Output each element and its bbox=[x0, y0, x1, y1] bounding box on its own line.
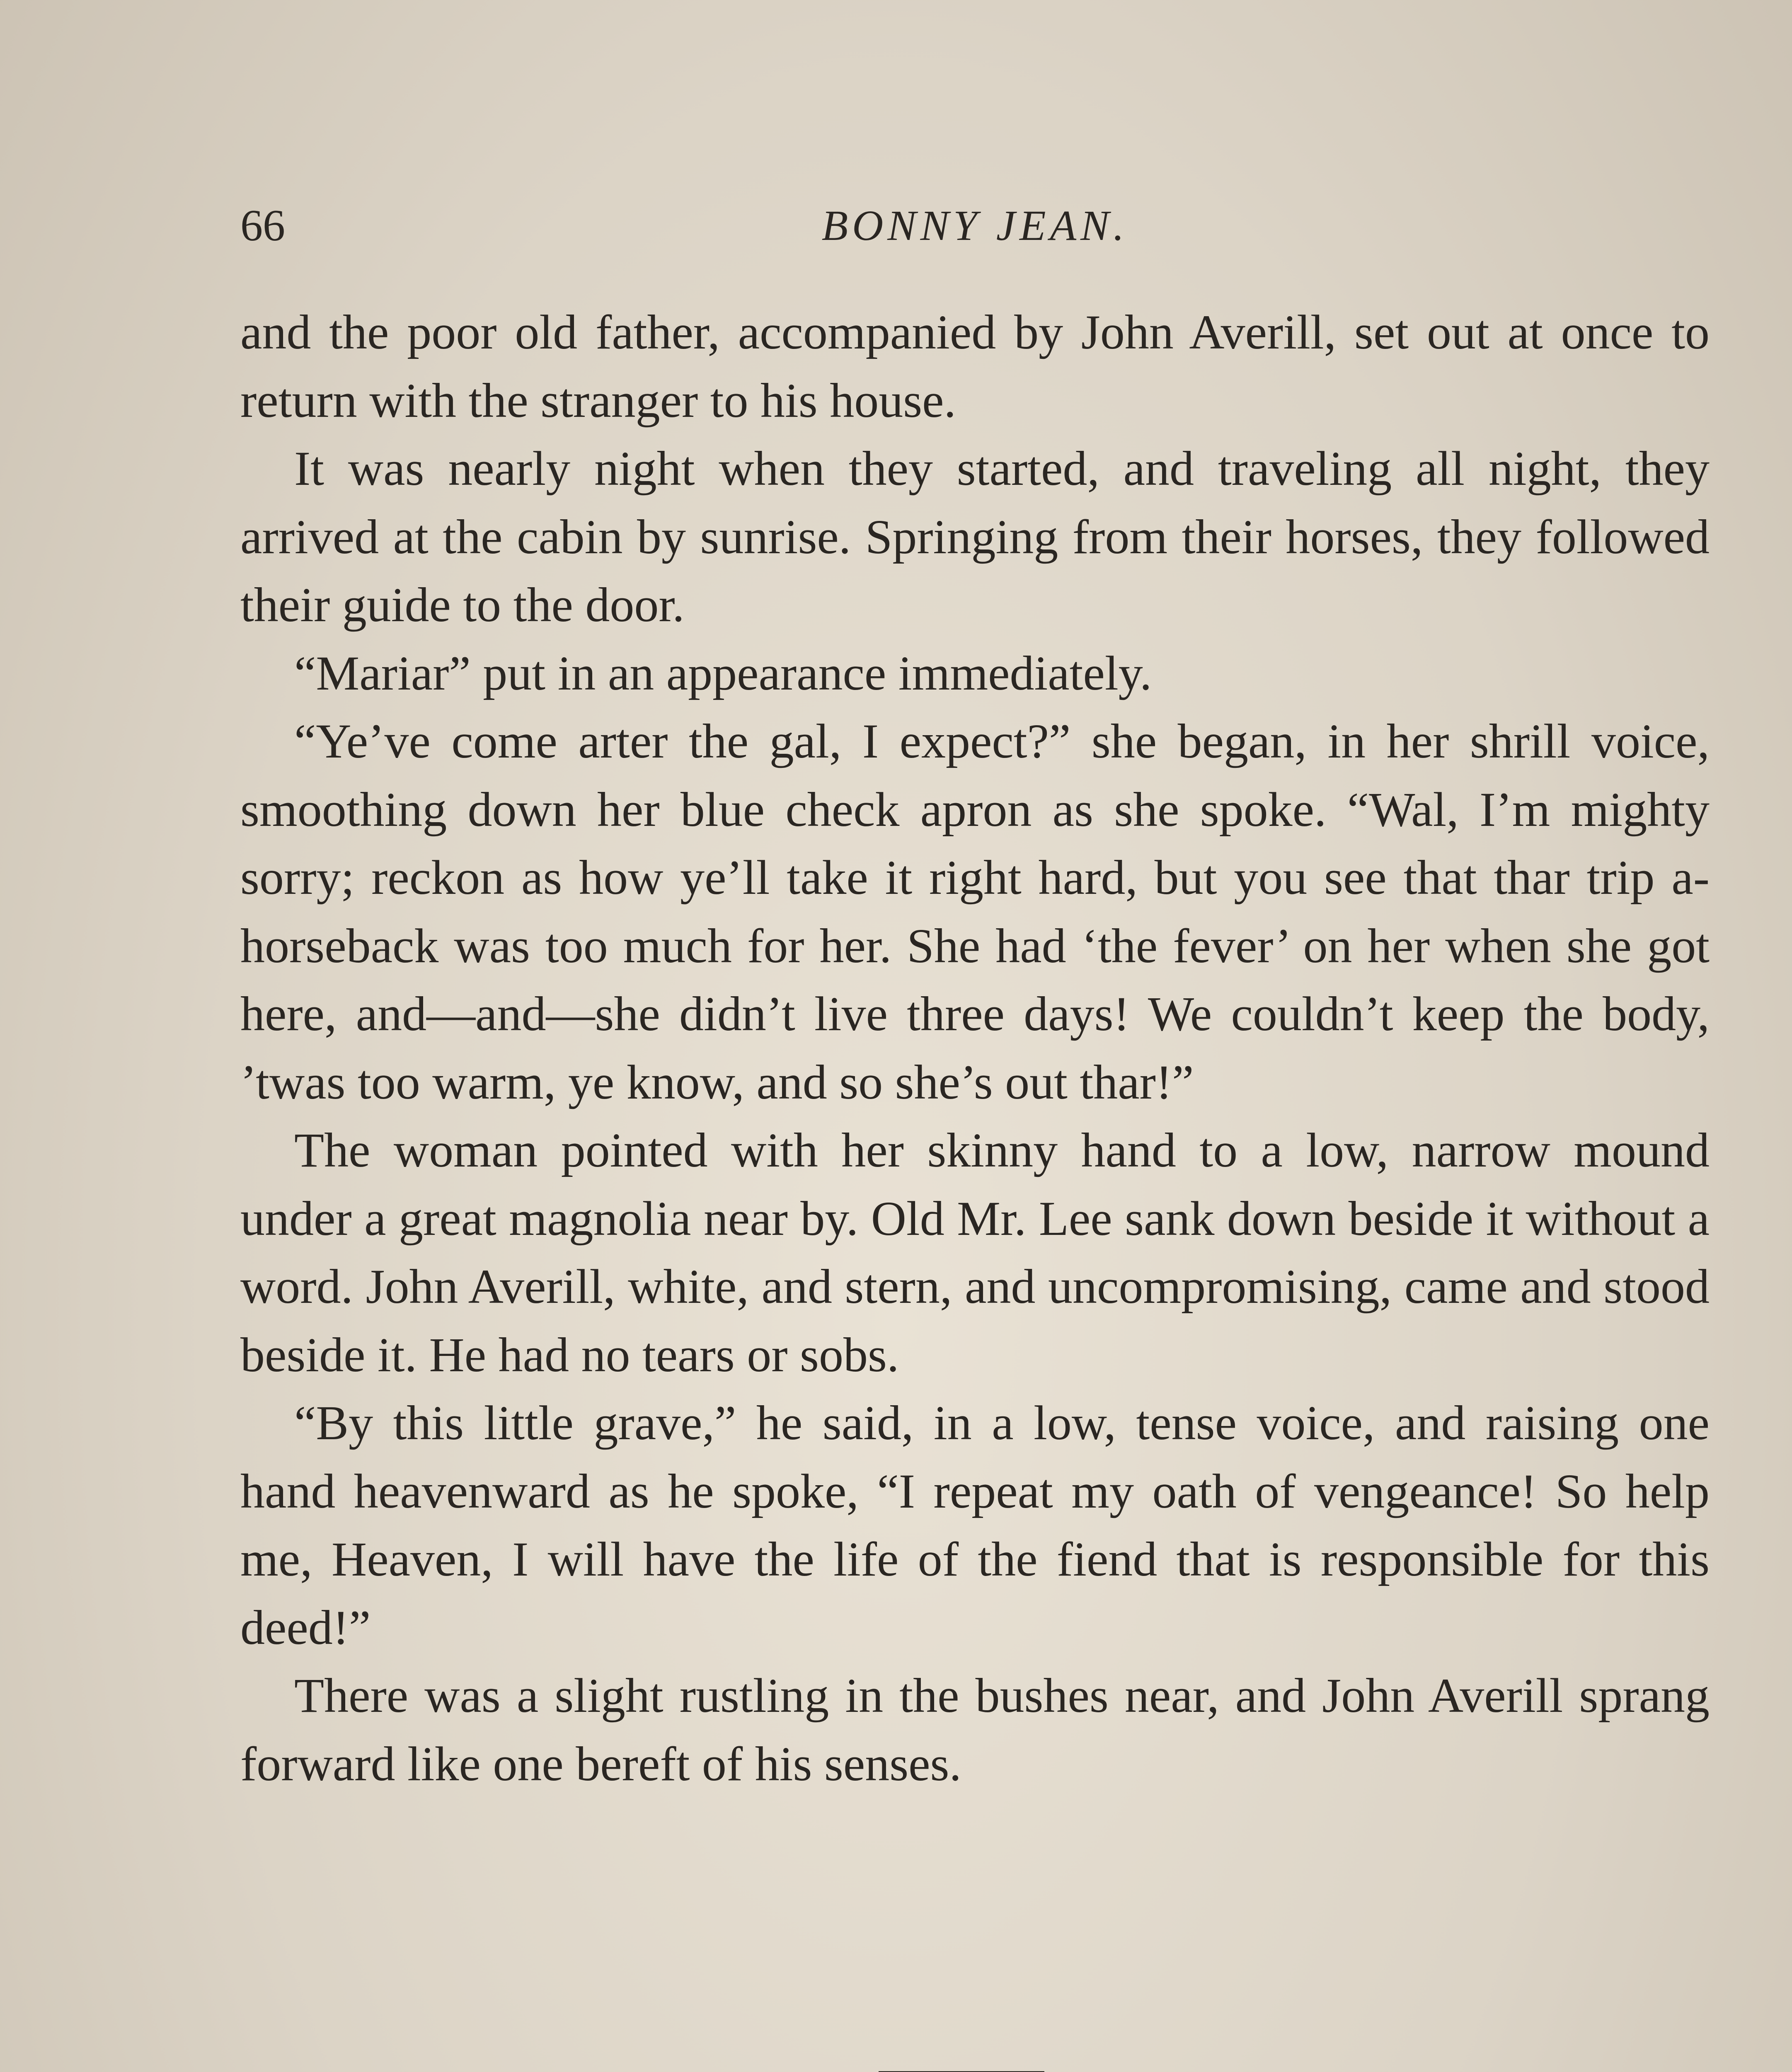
paragraph: “Mariar” put in an appearance immediately. bbox=[294, 646, 1152, 700]
page-number: 66 bbox=[240, 201, 285, 250]
paragraph: The woman pointed with her skinny hand to a low, narrow mound under a great magnolia near by. Old Mr. Lee sank down beside it without a word. John Averill, white, and stern, and uncompromising, came and stood beside it. He had no tears or sobs. bbox=[240, 1123, 1710, 1382]
paragraph: “By this little grave,” he said, in a low, tense voice, and raising one hand heavenward as he spoke, “I repeat my oath of vengeance! So help me, Heaven, I will have the life of the fiend that is responsible for this deed!” bbox=[240, 1396, 1710, 1655]
paragraph: and the poor old father, accompanied by John Averill, set out at once to return with the stranger to his house. bbox=[240, 305, 1710, 428]
paragraph: There was a slight rustling in the bushes near, and John Averill sprang forward like one bereft of his senses. bbox=[240, 1668, 1710, 1791]
paragraph: “Ye’ve come arter the gal, I expect?” she began, in her shrill voice, smoothing down her blue check apron as she spoke. “Wal, I’m mighty sorry; reckon as how ye’ll take it right hard, but you see that thar trip a-horseback was too much for her. She had ‘the fever’ on her when she got here, and—and—she didn’t live three days! We couldn’t keep the body, ’twas too warm, ye know, and so she’s out thar!” bbox=[240, 714, 1710, 1109]
paragraph: It was nearly night when they started, and traveling all night, they arrived at the cabin by sunrise. Springing from their horses, they followed their guide to the door. bbox=[240, 441, 1710, 632]
book-title: BONNY JEAN. bbox=[821, 202, 1128, 249]
body-text bbox=[240, 298, 1710, 1798]
running-head bbox=[240, 195, 1710, 257]
